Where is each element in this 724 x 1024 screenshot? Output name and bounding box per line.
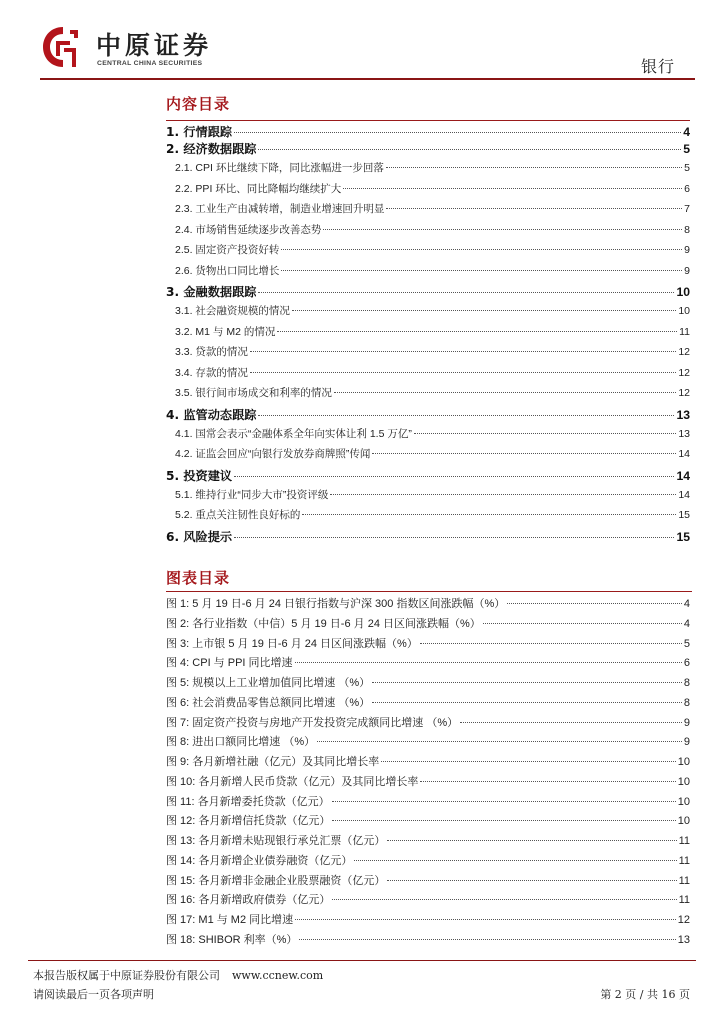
figure-entry-label: 图 15: 各月新增非金融企业股票融资（亿元） [166, 874, 386, 887]
toc-subsection-entry-page: 11 [679, 325, 690, 338]
figure-entry-label: 图 17: M1 与 M2 同比增速 [166, 914, 294, 926]
toc-subsection-entry-page: 14 [678, 488, 690, 501]
figure-entry-page: 10 [677, 795, 690, 808]
figure-entry-page: 10 [677, 775, 690, 788]
toc-subsection-entry-label: 5.1. 维持行业“同步大市”投资评级 [175, 488, 329, 501]
dot-leader [372, 702, 682, 703]
dot-leader [372, 682, 682, 683]
toc-subsection-entry-label: 3.4. 存款的情况 [175, 366, 248, 379]
figure-entry-label: 图 10: 各月新增人民币贷款（亿元）及其同比增长率 [166, 775, 419, 788]
company-logo [40, 24, 280, 74]
figure-entry-page: 11 [678, 874, 690, 887]
toc-subsection-entry[interactable] [166, 263, 690, 284]
figure-entry[interactable] [166, 714, 690, 734]
figure-entry-page: 4 [683, 598, 690, 610]
dot-leader [277, 331, 677, 332]
figure-entry[interactable] [166, 872, 690, 892]
dot-leader [250, 372, 676, 373]
dot-leader [332, 820, 675, 821]
figure-entry-label: 图 1: 5 月 19 日-6 月 24 日银行指数与沪深 300 指数区间涨跌幅（%） [166, 598, 506, 610]
dot-leader [323, 229, 682, 230]
footer-copyright-line [33, 967, 323, 983]
toc-section-entry-label: 4. 监管动态跟踪 [166, 407, 257, 422]
toc-subsection-entry-label: 5.2. 重点关注韧性良好标的 [175, 509, 301, 521]
toc-section-entry[interactable] [166, 467, 690, 487]
toc-subsection-entry-page: 9 [684, 244, 690, 256]
dot-leader [330, 494, 676, 495]
toc-section-entry-label: 5. 投资建议 [166, 468, 233, 483]
figure-entry-label: 图 5: 规模以上工业增加值同比增速 （%） [166, 677, 371, 689]
figures-title: 图表目录 [166, 569, 231, 587]
sector-label: 银行 [640, 59, 675, 76]
toc-subsection-entry-label: 2.3. 工业生产由减转增，制造业增速回升明显 [175, 203, 385, 215]
figure-entry[interactable] [166, 931, 690, 951]
toc-subsection-entry[interactable] [166, 201, 690, 222]
figure-entry[interactable] [166, 832, 690, 852]
contents-list [166, 120, 690, 548]
dot-leader [281, 270, 682, 271]
figure-entry-page: 10 [677, 756, 690, 768]
dot-leader [295, 919, 676, 920]
toc-section-entry-label: 3. 金融数据跟踪 [166, 285, 257, 299]
toc-subsection-entry-label: 3.3. 贷款的情况 [175, 346, 248, 358]
figure-entry-label: 图 7: 固定资产投资与房地产开发投资完成额同比增速 （%） [166, 716, 459, 729]
toc-section-entry[interactable] [166, 140, 690, 160]
toc-subsection-entry[interactable] [166, 344, 690, 365]
figure-entry-page: 11 [678, 894, 690, 907]
figure-entry-label: 图 12: 各月新增信托贷款（亿元） [166, 815, 331, 828]
toc-subsection-entry-page: 14 [678, 448, 690, 460]
dot-leader [386, 208, 682, 209]
dot-leader [483, 623, 682, 624]
figures-list [166, 595, 690, 951]
dot-leader [317, 741, 682, 742]
figure-entry[interactable] [166, 911, 690, 931]
toc-subsection-entry-label: 2.1. CPI 环比继续下降，同比涨幅进一步回落 [175, 162, 384, 174]
figures-title-divider [166, 591, 692, 592]
figure-entry-label: 图 8: 进出口额同比增速 （%） [166, 736, 316, 749]
toc-section-entry-label: 6. 风险提示 [166, 529, 233, 544]
toc-subsection-entry[interactable] [166, 446, 690, 467]
toc-subsection-entry[interactable] [166, 385, 690, 406]
toc-subsection-entry-label: 2.2. PPI 环比、同比降幅均继续扩大 [175, 182, 342, 195]
toc-section-entry[interactable] [166, 283, 690, 303]
toc-subsection-entry-label: 2.6. 货物出口同比增长 [175, 264, 280, 277]
figure-entry[interactable] [166, 753, 690, 773]
toc-subsection-entry[interactable] [166, 181, 690, 202]
dot-leader [420, 643, 682, 644]
dot-leader [387, 880, 676, 881]
dot-leader [414, 433, 676, 434]
figure-entry-page: 8 [683, 677, 690, 689]
toc-section-entry-page: 14 [676, 468, 690, 483]
toc-subsection-entry[interactable] [166, 487, 690, 508]
figure-entry-page: 13 [677, 933, 690, 946]
figure-entry[interactable] [166, 793, 690, 813]
dot-leader [343, 188, 682, 189]
toc-section-entry[interactable] [166, 120, 690, 140]
toc-subsection-entry[interactable] [166, 303, 690, 324]
toc-subsection-entry[interactable] [166, 365, 690, 386]
toc-subsection-entry-page: 12 [678, 387, 690, 399]
toc-subsection-entry-label: 4.1. 国常会表示“金融体系全年向实体让利 1.5 万亿” [175, 427, 412, 440]
dot-leader [507, 603, 682, 604]
figure-entry-page: 4 [683, 617, 690, 630]
figure-entry-page: 11 [678, 835, 690, 847]
toc-section-entry[interactable] [166, 406, 690, 426]
toc-section-entry-page: 15 [676, 529, 690, 544]
figure-entry-label: 图 11: 各月新增委托贷款（亿元） [166, 795, 330, 808]
dot-leader [387, 840, 676, 841]
toc-subsection-entry-page: 8 [684, 223, 690, 236]
toc-subsection-entry-page: 5 [684, 162, 690, 174]
toc-subsection-entry-page: 6 [684, 182, 690, 195]
figure-entry-label: 图 14: 各月新增企业债券融资（亿元） [166, 854, 353, 867]
toc-subsection-entry-page: 10 [678, 305, 690, 317]
dot-leader [292, 310, 676, 311]
dot-leader [234, 537, 674, 538]
figure-entry-label: 图 9: 各月新增社融（亿元）及其同比增长率 [166, 756, 380, 768]
toc-section-entry-page: 4 [683, 125, 690, 139]
toc-subsection-entry-page: 15 [678, 509, 690, 521]
dot-leader [386, 167, 682, 168]
logo-english-name: CENTRAL CHINA SECURITIES [97, 60, 203, 67]
dot-leader [354, 860, 676, 861]
dot-leader [295, 662, 682, 663]
figure-entry[interactable] [166, 852, 690, 872]
toc-section-entry-page: 5 [683, 142, 690, 156]
figure-entry-page: 9 [683, 716, 690, 729]
toc-subsection-entry-page: 9 [684, 264, 690, 277]
footer-divider [28, 960, 696, 961]
figure-entry-page: 5 [683, 637, 690, 650]
dot-leader [460, 722, 682, 723]
toc-section-entry-page: 13 [676, 407, 690, 422]
toc-subsection-entry[interactable] [166, 160, 690, 181]
dot-leader [281, 249, 682, 250]
header-divider [40, 78, 695, 80]
dot-leader [258, 415, 674, 416]
figure-entry[interactable] [166, 595, 690, 615]
toc-subsection-entry[interactable] [166, 222, 690, 243]
toc-subsection-entry[interactable] [166, 324, 690, 345]
figure-entry-page: 10 [677, 815, 690, 828]
dot-leader [332, 801, 676, 802]
toc-subsection-entry-label: 2.4. 市场销售延续逐步改善态势 [175, 223, 322, 236]
dot-leader [258, 149, 681, 150]
dot-leader [258, 292, 674, 293]
figure-entry[interactable] [166, 654, 690, 674]
toc-subsection-entry[interactable] [166, 507, 690, 528]
disclaimer-notice: 请阅读最后一页各项声明 [33, 989, 154, 1001]
dot-leader [334, 392, 676, 393]
figure-entry-label: 图 6: 社会消费品零售总额同比增速 （%） [166, 696, 371, 709]
figure-entry[interactable] [166, 773, 690, 793]
figure-entry-label: 图 3: 上市银 5 月 19 日-6 月 24 日区间涨跌幅（%） [166, 637, 418, 650]
figure-entry-page: 6 [683, 657, 690, 670]
toc-subsection-entry-label: 4.2. 证监会回应“向银行发放券商牌照”传闻 [175, 448, 371, 460]
page-number: 第 2 页 / 共 16 页 [600, 988, 690, 1001]
toc-subsection-entry-label: 3.2. M1 与 M2 的情况 [175, 325, 276, 338]
figure-entry-page: 9 [683, 736, 690, 749]
figure-entry-label: 图 13: 各月新增未贴现银行承兑汇票（亿元） [166, 835, 386, 847]
figure-entry[interactable] [166, 635, 690, 655]
toc-subsection-entry-label: 3.5. 银行间市场成交和利率的情况 [175, 387, 332, 399]
figure-entry-label: 图 18: SHIBOR 利率（%） [166, 933, 298, 946]
toc-subsection-entry-label: 2.5. 固定资产投资好转 [175, 244, 280, 256]
toc-subsection-entry-page: 12 [678, 346, 690, 358]
copyright-text: 本报告版权属于中原证券股份有限公司 [33, 970, 220, 982]
website-link[interactable]: www.ccnew.com [232, 969, 324, 982]
toc-section-entry[interactable] [166, 528, 690, 548]
toc-subsection-entry-page: 7 [684, 203, 690, 215]
figure-entry[interactable] [166, 733, 690, 753]
contents-title: 内容目录 [166, 95, 231, 113]
dot-leader [250, 351, 676, 352]
figure-entry-label: 图 2: 各行业指数（中信）5 月 19 日-6 月 24 日区间涨跌幅（%） [166, 617, 481, 630]
figure-entry-label: 图 4: CPI 与 PPI 同比增速 [166, 657, 293, 670]
figure-entry[interactable] [166, 812, 690, 832]
figure-entry[interactable] [166, 891, 690, 911]
toc-subsection-entry-label: 3.1. 社会融资规模的情况 [175, 305, 290, 317]
toc-subsection-entry[interactable] [166, 242, 690, 263]
dot-leader [299, 939, 675, 940]
dot-leader [332, 899, 676, 900]
logo-mark-icon [40, 24, 86, 70]
figure-entry[interactable] [166, 615, 690, 635]
figure-entry-page: 8 [683, 696, 690, 709]
toc-subsection-entry-page: 12 [678, 366, 690, 379]
toc-section-entry-label: 2. 经济数据跟踪 [166, 142, 257, 156]
page-header [40, 20, 695, 78]
dot-leader [302, 514, 676, 515]
figure-entry[interactable] [166, 674, 690, 694]
figure-entry-label: 图 16: 各月新增政府债券（亿元） [166, 894, 331, 907]
dot-leader [234, 132, 681, 133]
dot-leader [420, 781, 675, 782]
dot-leader [381, 761, 675, 762]
figure-entry[interactable] [166, 694, 690, 714]
logo-chinese-name: 中原证券 [96, 31, 213, 60]
figure-entry-page: 11 [678, 854, 690, 867]
toc-subsection-entry-page: 13 [678, 427, 690, 440]
dot-leader [372, 453, 676, 454]
toc-subsection-entry[interactable] [166, 426, 690, 447]
toc-section-entry-label: 1. 行情跟踪 [166, 125, 233, 139]
dot-leader [234, 476, 674, 477]
figure-entry-page: 12 [677, 914, 690, 926]
toc-section-entry-page: 10 [676, 285, 690, 299]
